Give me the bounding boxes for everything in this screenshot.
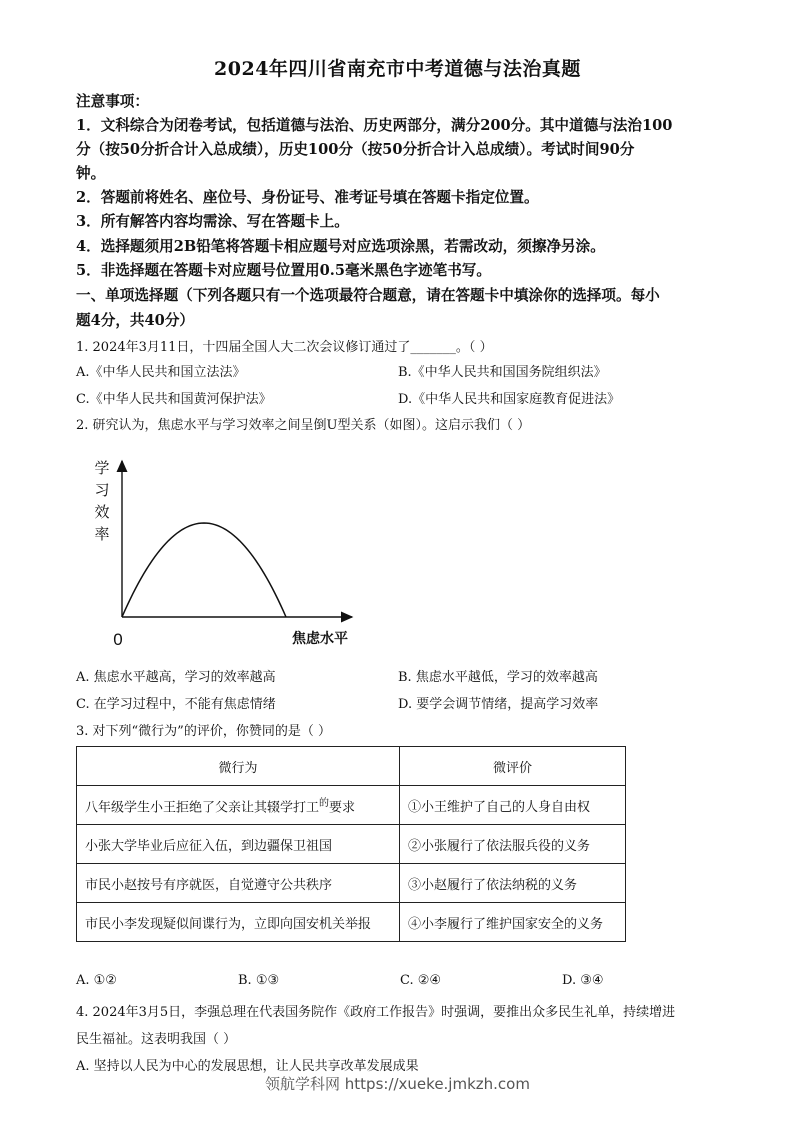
y-axis-label-char: 率	[94, 525, 110, 543]
option-a: A. 坚持以人民为中心的发展思想，让人民共享改革发展成果	[76, 1059, 419, 1074]
question-stem: 4. 2024年3月5日，李强总理在代表国务院作《政府工作报告》时强调，要推出众多民生礼单，持续增进	[76, 1005, 676, 1020]
option-a: A. 焦虑水平越高，学习的效率越高	[76, 670, 276, 685]
x-axis-label: 焦虑水平	[292, 631, 348, 647]
option-c: C. ②④	[400, 973, 442, 988]
table-header-row	[77, 747, 626, 786]
table-row	[77, 825, 626, 864]
question-stem-cont: 民生福祉。这表明我国（ ）	[76, 1032, 237, 1047]
option-c: C.《中华人民共和国黄河保护法》	[76, 392, 272, 407]
page-title: 2024年四川省南充市中考道德与法治真题	[214, 58, 581, 80]
notice-line: 钟。	[76, 165, 106, 182]
option-c: C. 在学习过程中，不能有焦虑情绪	[76, 697, 276, 712]
option-b: B.《中华人民共和国国务院组织法》	[398, 365, 607, 380]
footer-watermark: 领航学科网 https://xueke.jmkzh.com	[265, 1075, 530, 1093]
table-row	[77, 786, 626, 825]
notice-line: 1．文科综合为闭卷考试，包括道德与法治、历史两部分，满分200分。其中道德与法治100	[76, 117, 673, 134]
header-cell: 微评价	[400, 747, 626, 786]
notice-line: 2．答题前将姓名、座位号、身份证号、准考证号填在答题卡指定位置。	[76, 189, 539, 206]
notice-line: 5．非选择题在答题卡对应题号位置用0.5毫米黑色字迹笔书写。	[76, 262, 491, 279]
question-stem: 3. 对下列“微行为”的评价，你赞同的是（ ）	[76, 724, 331, 739]
behavior-table	[76, 746, 626, 942]
option-d: D.《中华人民共和国家庭教育促进法》	[398, 392, 621, 407]
option-a: A.《中华人民共和国立法法》	[76, 365, 246, 380]
notice-line: 分（按50分折合计入总成绩），历史100分（按50分折合计入总成绩）。考试时间90分	[76, 141, 635, 158]
option-d: D. ③④	[562, 973, 604, 988]
section-heading: 题4分，共40分）	[76, 312, 195, 329]
comment-cell: ③小赵履行了依法纳税的义务	[400, 864, 626, 903]
header-cell: 微行为	[77, 747, 400, 786]
y-axis-label-char: 习	[94, 481, 110, 499]
question-stem: 1. 2024年3月11日，十四届全国人大二次会议修订通过了_______。（ ）	[76, 340, 493, 355]
comment-cell: ①小王维护了自己的人身自由权	[400, 786, 626, 825]
y-axis-label	[94, 459, 109, 543]
notice-heading: 注意事项：	[76, 93, 149, 110]
notice-line: 3．所有解答内容均需涂、写在答题卡上。	[76, 213, 349, 230]
y-axis-label-char: 学	[94, 459, 110, 477]
anxiety-efficiency-chart	[80, 455, 370, 655]
action-cell: 市民小赵按号有序就医，自觉遵守公共秩序	[77, 864, 400, 903]
action-cell: 市民小李发现疑似间谍行为，立即向国安机关举报	[77, 903, 400, 942]
comment-cell: ④小李履行了维护国家安全的义务	[400, 903, 626, 942]
question-stem: 2. 研究认为，焦虑水平与学习效率之间呈倒U型关系（如图）。这启示我们（ ）	[76, 418, 531, 433]
table-row	[77, 864, 626, 903]
comment-cell: ②小张履行了依法服兵役的义务	[400, 825, 626, 864]
option-d: D. 要学会调节情绪，提高学习效率	[398, 697, 599, 712]
option-b: B. ①③	[238, 973, 280, 988]
y-axis-label-char: 效	[94, 503, 110, 521]
action-cell: 八年级学生小王拒绝了父亲让其辍学打工$^的$要求	[77, 786, 400, 825]
option-a: A. ①②	[76, 973, 117, 988]
table-row	[77, 903, 626, 942]
section-heading: 一、单项选择题（下列各题只有一个选项最符合题意，请在答题卡中填涂你的选择项。每小	[76, 287, 660, 304]
origin-label: 0	[113, 630, 123, 649]
action-cell: 小张大学毕业后应征入伍，到边疆保卫祖国	[77, 825, 400, 864]
option-b: B. 焦虑水平越低，学习的效率越高	[398, 670, 598, 685]
series-curve	[122, 523, 286, 617]
notice-line: 4．选择题须用2B铅笔将答题卡相应题号对应选项涂黑，若需改动，须擦净另涂。	[76, 238, 605, 255]
